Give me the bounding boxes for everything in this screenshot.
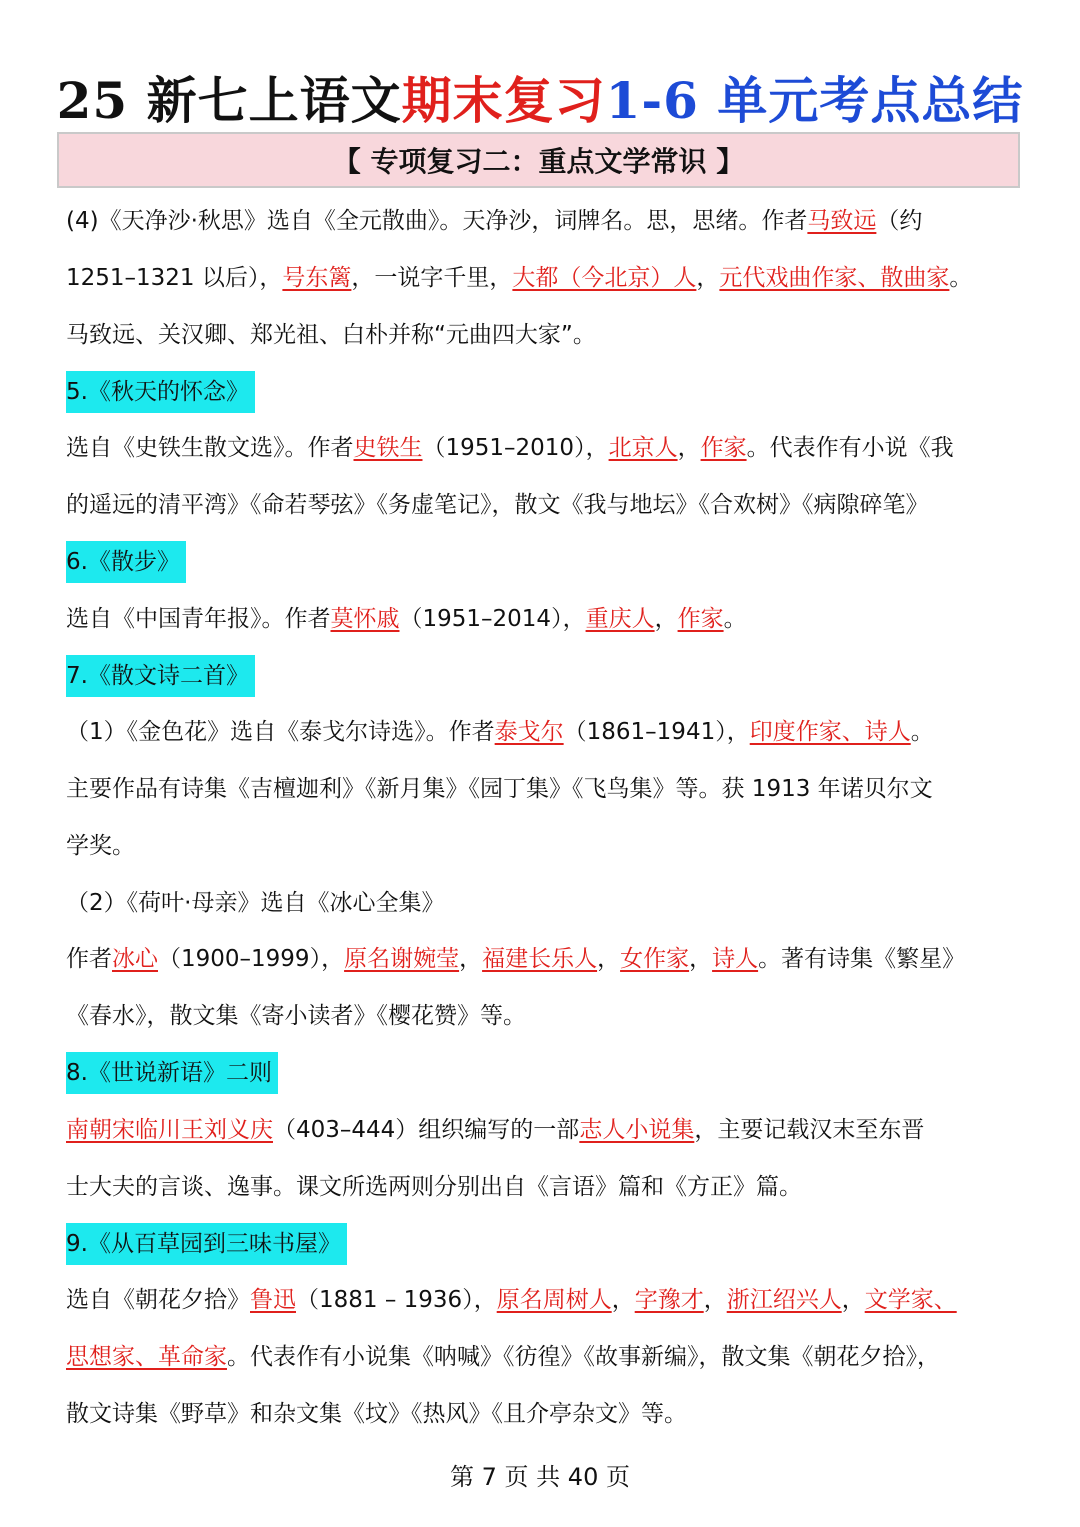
section-heading-row [66, 1045, 1026, 1102]
content-body [66, 193, 1026, 1443]
text: ， [611, 1287, 635, 1314]
text: ， [597, 946, 621, 973]
text: 。著有诗集《繁星》 [758, 946, 966, 973]
paragraph-line [66, 591, 1026, 648]
text: 1251–1321 以后）， [66, 264, 283, 291]
key-term: 作家 [677, 605, 724, 632]
key-term: 南朝宋临川王刘义庆 [66, 1116, 273, 1143]
text: ， [696, 264, 720, 291]
section-heading: 7.《散文诗二首》 [66, 655, 255, 697]
paragraph-line [66, 193, 1026, 250]
key-term: 泰戈尔 [494, 719, 564, 746]
text: 《春水》，散文集《寄小读者》《樱花赞》等。 [66, 1003, 526, 1030]
text: 。 [949, 264, 973, 291]
section-heading-row [66, 1215, 1026, 1272]
key-term: 莫怀戚 [330, 605, 400, 632]
page-number-footer: 第 7 页 共 40 页 [450, 1463, 630, 1491]
paragraph-line [66, 1272, 1026, 1329]
text: 主要作品有诗集《吉檀迦利》《新月集》《园丁集》《飞鸟集》等。获 1913 年诺贝尔文 [66, 775, 933, 802]
paragraph-line [66, 704, 1026, 761]
key-term: 文学家、 [864, 1287, 957, 1314]
key-term: 浙江绍兴人 [726, 1287, 842, 1314]
title-part-red: 期末复习 [401, 71, 606, 130]
key-term: 福建长乐人 [482, 946, 598, 973]
text: ， [677, 435, 701, 462]
paragraph-line [66, 931, 1026, 988]
key-term: 北京人 [608, 435, 678, 462]
text: （1951–2014）， [399, 605, 586, 632]
section-heading-row [66, 534, 1026, 591]
text: 。代表作有小说《我 [746, 435, 954, 462]
text: 。 [723, 605, 747, 632]
section-heading: 6.《散步》 [66, 541, 186, 583]
section-heading-row [66, 363, 1026, 420]
key-term: 史铁生 [353, 435, 423, 462]
paragraph-line [66, 1159, 1026, 1216]
key-term: 冰心 [112, 946, 158, 973]
text: （2）《荷叶·母亲》选自《冰心全集》 [66, 889, 445, 916]
text: ， [654, 605, 678, 632]
key-term: 重庆人 [585, 605, 655, 632]
text: 马致远、关汉卿、郑光祖、白朴并称“元曲四大家”。 [66, 321, 596, 348]
key-term: 原名周树人 [496, 1287, 612, 1314]
section-heading: 8.《世说新语》二则 [66, 1052, 278, 1094]
text: ，主要记载汉末至东晋 [694, 1116, 925, 1143]
text: 作者 [66, 946, 112, 973]
paragraph-line [66, 988, 1026, 1045]
text: 散文诗集《野草》和杂文集《坟》《热风》《且介亭杂文》等。 [66, 1400, 687, 1427]
title-part-blue: 1-6 单元考点总结 [605, 71, 1024, 130]
key-term: 志人小说集 [579, 1116, 695, 1143]
key-term: 元代戏曲作家、散曲家 [719, 264, 950, 291]
paragraph-line [66, 1386, 1026, 1443]
text: （1900–1999）， [158, 946, 345, 973]
text: ， [841, 1287, 865, 1314]
text: 。 [910, 719, 934, 746]
text: ， [703, 1287, 727, 1314]
subtitle-banner [57, 132, 1020, 188]
text: 选自《中国青年报》。作者 [66, 605, 331, 632]
paragraph-line [66, 477, 1026, 534]
paragraph-line [66, 420, 1026, 477]
paragraph-line [66, 761, 1026, 818]
section-heading: 9.《从百草园到三味书屋》 [66, 1223, 347, 1265]
paragraph-line [66, 250, 1026, 307]
text: （403–444）组织编写的一部 [273, 1116, 580, 1143]
text: (4)《天净沙·秋思》选自《全元散曲》。天净沙，词牌名。思，思绪。作者 [66, 208, 808, 234]
key-term: 鲁迅 [250, 1287, 296, 1314]
paragraph-line [66, 818, 1026, 875]
key-term: 思想家、革命家 [66, 1343, 227, 1370]
paragraph-line [66, 1102, 1026, 1159]
text: （1861–1941）， [563, 719, 750, 746]
text: ，一说字千里， [351, 264, 513, 291]
text: 选自《朝花夕拾》 [66, 1287, 250, 1314]
text: ， [459, 946, 483, 973]
text: 。代表作有小说集《呐喊》《彷徨》《故事新编》，散文集《朝花夕拾》， [227, 1343, 940, 1370]
key-term: 印度作家、诗人 [749, 719, 911, 746]
key-term: 大都（今北京）人 [512, 264, 697, 291]
key-term: 作家 [700, 435, 747, 462]
subtitle-text: 【 专项复习二：重点文学常识 】 [332, 145, 745, 178]
text: 士大夫的言谈、逸事。课文所选两则分别出自《言语》篇和《方正》篇。 [66, 1173, 802, 1200]
title-part-black: 25 新七上语文 [56, 71, 402, 130]
key-term: 原名谢婉莹 [344, 946, 460, 973]
text: （1951–2010）， [422, 435, 609, 462]
text: （约 [876, 208, 923, 234]
text: 的遥远的清平湾》《命若琴弦》《务虚笔记》，散文《我与地坛》《合欢树》《病隙碎笔》 [66, 491, 929, 518]
text: 学奖。 [66, 832, 135, 859]
key-term: 女作家 [620, 946, 690, 973]
text: （1881 – 1936）， [296, 1287, 497, 1314]
key-term: 字豫才 [634, 1287, 704, 1314]
text: ， [689, 946, 713, 973]
page-title [0, 70, 1080, 132]
paragraph-line [66, 1329, 1026, 1386]
section-heading: 5.《秋天的怀念》 [66, 371, 255, 413]
key-term: 号东篱 [282, 264, 352, 291]
paragraph-line [66, 307, 1026, 364]
paragraph-line [66, 875, 1026, 932]
key-term: 诗人 [712, 946, 759, 973]
text: 选自《史铁生散文选》。作者 [66, 435, 354, 462]
key-term: 马致远 [807, 208, 877, 234]
text: （1）《金色花》选自《泰戈尔诗选》。作者 [66, 719, 495, 746]
section-heading-row [66, 647, 1026, 704]
